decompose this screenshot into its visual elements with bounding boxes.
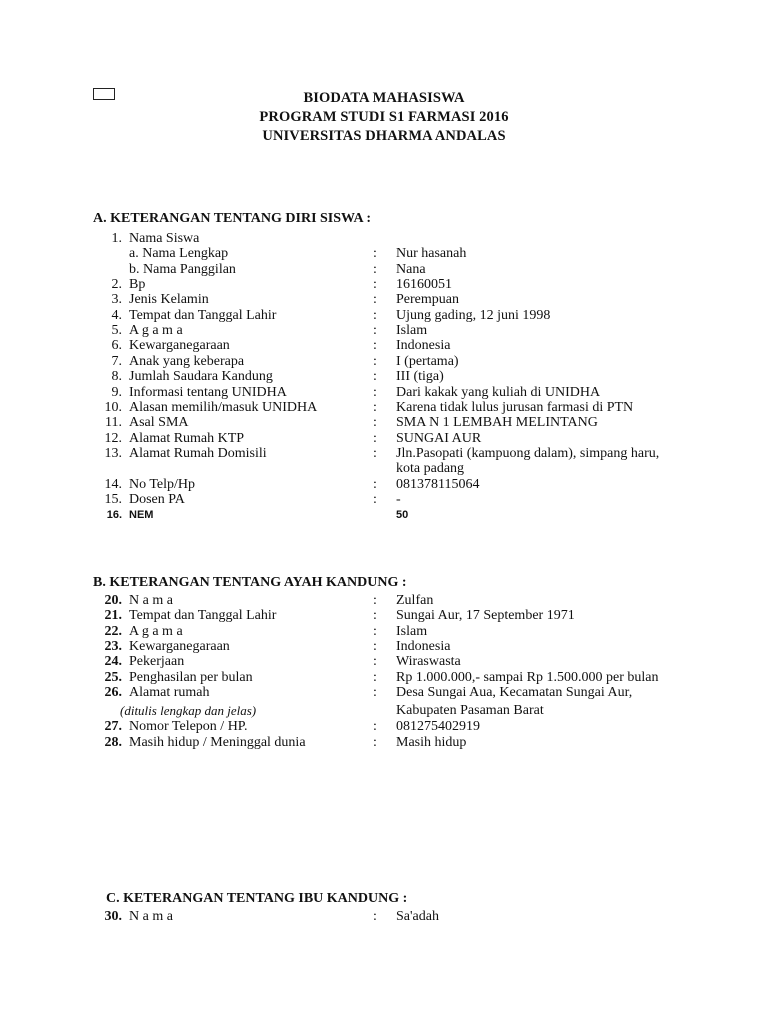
table-row	[0, 308, 768, 324]
table-row	[0, 246, 768, 262]
row-value: Zulfan	[396, 593, 434, 608]
table-row	[0, 262, 768, 278]
row-value: I (pertama)	[396, 353, 459, 369]
row-colon: :	[373, 491, 377, 507]
row-colon: :	[373, 684, 377, 700]
row-colon: :	[373, 369, 377, 385]
row-label: NEM	[129, 509, 154, 521]
row-number: 2.	[111, 277, 122, 293]
row-colon: :	[373, 415, 377, 431]
row-number: 15.	[104, 491, 122, 507]
row-value: SUNGAI AUR	[396, 430, 482, 446]
row-number: 23.	[104, 638, 122, 654]
table-row	[0, 685, 768, 701]
row-label: Alamat Rumah KTP	[129, 430, 245, 446]
row-number: 20.	[104, 593, 122, 608]
row-number: 5.	[111, 323, 122, 339]
row-label: A g a m a	[129, 623, 183, 639]
row-value: Indonesia	[396, 338, 451, 354]
row-value: Indonesia	[396, 638, 451, 654]
row-number: 13.	[104, 445, 122, 461]
address-continuation: Kabupaten Pasaman Barat	[396, 703, 544, 718]
row-label: Tempat dan Tanggal Lahir	[129, 307, 277, 323]
table-row	[0, 400, 768, 416]
row-value: Dari kakak yang kuliah di UNIDHA	[396, 384, 601, 400]
row-label: Jumlah Saudara Kandung	[129, 369, 273, 385]
row-value: Nur hasanah	[396, 246, 467, 262]
row-colon: :	[373, 654, 377, 670]
row-number: 14.	[104, 476, 122, 492]
row-number: 16.	[106, 509, 122, 521]
row-value: Rp 1.000.000,- sampai Rp 1.500.000 per bulan	[396, 669, 659, 685]
row-colon: :	[373, 593, 377, 608]
row-label: Kewarganegaraan	[129, 338, 230, 354]
row-label: Jenis Kelamin	[129, 292, 209, 308]
row-value: -	[396, 491, 401, 507]
row-colon: :	[373, 292, 377, 308]
row-label: Alasan memilih/masuk UNIDHA	[129, 399, 318, 415]
table-row-nem	[0, 508, 768, 524]
row-number: 24.	[104, 654, 122, 670]
row-number: 12.	[104, 430, 122, 446]
row-value: Perempuan	[396, 292, 459, 308]
row-value: Sa'adah	[396, 909, 439, 924]
row-value: 081275402919	[396, 719, 480, 734]
row-number: 30.	[104, 909, 122, 924]
row-label: Tempat dan Tanggal Lahir	[129, 608, 277, 624]
doc-subtitle-program: PROGRAM STUDI S1 FARMASI 2016	[259, 109, 509, 125]
row-number: 27.	[104, 719, 122, 734]
row-number: 1.	[111, 231, 122, 246]
row-number: 6.	[111, 338, 122, 354]
table-row	[0, 446, 768, 462]
row-value: 50	[396, 509, 409, 521]
row-colon: :	[373, 307, 377, 323]
table-row	[0, 593, 768, 609]
row-colon: :	[373, 261, 377, 277]
row-number: 28.	[104, 734, 122, 750]
row-number: 8.	[111, 369, 122, 385]
row-value: Jln.Pasopati (kampuong dalam), simpang haru,	[396, 445, 660, 461]
row-label: Anak yang keberapa	[129, 353, 245, 369]
row-number: 25.	[104, 669, 122, 685]
row-label: Masih hidup / Meninggal dunia	[129, 734, 306, 750]
row-value: Islam	[396, 623, 428, 639]
row-number: 11.	[105, 415, 122, 431]
row-colon: :	[373, 246, 377, 262]
doc-subtitle-university: UNIVERSITAS DHARMA ANDALAS	[262, 128, 506, 144]
row-number: 10.	[104, 399, 122, 415]
row-value: Desa Sungai Aua, Kecamatan Sungai Aur,	[396, 684, 633, 700]
row-colon: :	[373, 638, 377, 654]
section-c-title: C. KETERANGAN TENTANG IBU KANDUNG :	[106, 891, 408, 906]
row-colon: :	[373, 909, 377, 924]
row-value: Nana	[396, 261, 426, 277]
row-number: 21.	[104, 608, 122, 624]
table-row	[0, 492, 768, 508]
row-number: 3.	[111, 292, 122, 308]
row-number: 26.	[104, 684, 122, 700]
row-label: Alamat Rumah Domisili	[129, 445, 267, 461]
row-colon: :	[373, 430, 377, 446]
row-value: III (tiga)	[396, 369, 444, 385]
row-colon: :	[373, 384, 377, 400]
row-label: A g a m a	[129, 323, 183, 339]
row-number: 22.	[104, 623, 122, 639]
table-row	[0, 431, 768, 447]
address-continuation-row	[0, 703, 768, 719]
table-row	[0, 461, 768, 477]
row-label: Alamat rumah	[129, 684, 210, 700]
table-row	[0, 231, 768, 247]
row-value: 081378115064	[396, 476, 480, 492]
row-value: kota padang	[396, 461, 465, 477]
row-label: Informasi tentang UNIDHA	[129, 384, 287, 400]
table-row	[0, 608, 768, 624]
table-row	[0, 354, 768, 370]
row-value: Ujung gading, 12 juni 1998	[396, 307, 551, 323]
row-label: N a m a	[129, 593, 173, 608]
table-row	[0, 719, 768, 735]
table-row	[0, 385, 768, 401]
row-label: Kewarganegaraan	[129, 638, 230, 654]
row-colon: :	[373, 277, 377, 293]
table-row	[0, 277, 768, 293]
table-row	[0, 477, 768, 493]
row-label: Nomor Telepon / HP.	[129, 719, 248, 734]
table-row	[0, 323, 768, 339]
table-row	[0, 338, 768, 354]
table-row	[0, 292, 768, 308]
row-colon: :	[373, 623, 377, 639]
address-note: (ditulis lengkap dan jelas)	[120, 703, 257, 718]
row-colon: :	[373, 338, 377, 354]
row-colon: :	[373, 323, 377, 339]
row-number: 9.	[111, 384, 122, 400]
table-row	[0, 670, 768, 686]
row-label: Asal SMA	[129, 415, 189, 431]
table-row	[0, 624, 768, 640]
table-row	[0, 909, 768, 925]
row-colon: :	[373, 669, 377, 685]
row-value: Islam	[396, 323, 428, 339]
row-colon: :	[373, 399, 377, 415]
row-label: N a m a	[129, 909, 173, 924]
table-row	[0, 654, 768, 670]
table-row	[0, 735, 768, 751]
row-colon: :	[373, 608, 377, 624]
section-a-title: A. KETERANGAN TENTANG DIRI SISWA :	[93, 211, 371, 226]
row-label: b. Nama Panggilan	[129, 261, 236, 277]
row-label: No Telp/Hp	[129, 476, 196, 492]
row-colon: :	[373, 734, 377, 750]
row-colon: :	[373, 476, 377, 492]
row-number: 7.	[111, 353, 122, 369]
row-number: 4.	[111, 307, 122, 323]
row-value: Masih hidup	[396, 734, 467, 750]
row-colon: :	[373, 719, 377, 734]
row-label: a. Nama Lengkap	[129, 246, 229, 262]
doc-title: BIODATA MAHASISWA	[303, 90, 465, 106]
row-value: SMA N 1 LEMBAH MELINTANG	[396, 415, 598, 431]
table-row	[0, 369, 768, 385]
row-value: 16160051	[396, 277, 452, 293]
row-colon: :	[373, 353, 377, 369]
row-label: Bp	[129, 277, 146, 293]
section-b-title: B. KETERANGAN TENTANG AYAH KANDUNG :	[93, 575, 407, 590]
row-value: Karena tidak lulus jurusan farmasi di PTN	[396, 399, 634, 415]
row-label: Penghasilan per bulan	[129, 669, 253, 685]
table-row	[0, 415, 768, 431]
row-label: Nama Siswa	[129, 231, 200, 246]
row-colon: :	[373, 445, 377, 461]
row-value: Sungai Aur, 17 September 1971	[396, 608, 575, 624]
table-row	[0, 639, 768, 655]
row-value: Wiraswasta	[396, 654, 461, 670]
row-label: Pekerjaan	[129, 654, 185, 670]
row-label: Dosen PA	[129, 491, 185, 507]
